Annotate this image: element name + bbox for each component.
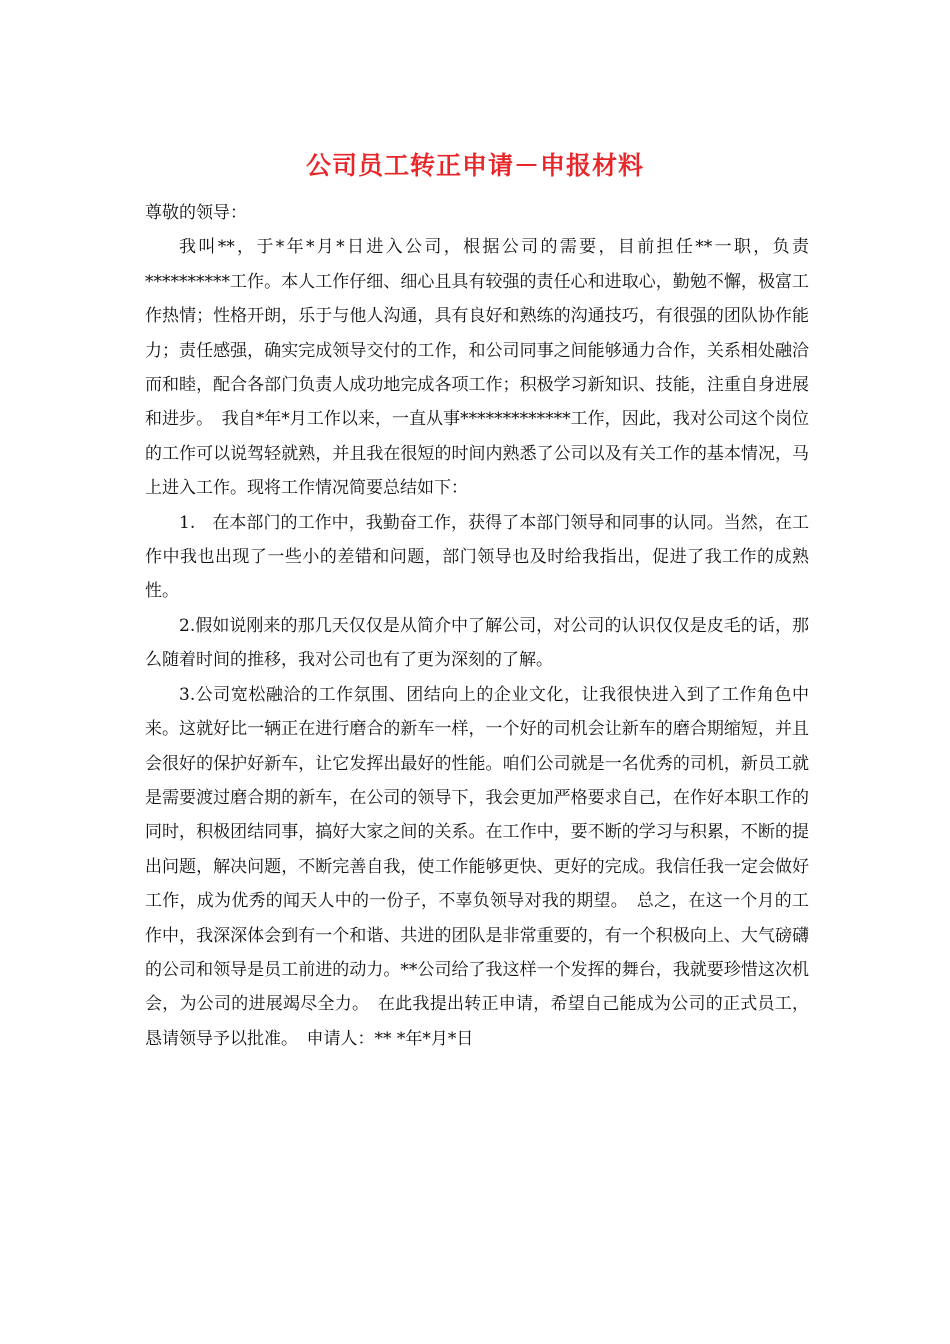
paragraph-point-1: 1. 在本部门的工作中，我勤奋工作，获得了本部门领导和同事的认同。当然，在工作中我也出现了一些小的差错和问题，部门领导也及时给我指出，促进了我工作的成熟性。 — [145, 512, 809, 602]
paragraph-point-2: 2.假如说刚来的那几天仅仅是从简介中了解公司，对公司的认识仅仅是皮毛的话，那么随着时间的推移，我对公司也有了更为深刻的了解。 — [145, 615, 809, 671]
paragraph-intro: 我叫**，于*年*月*日进入公司，根据公司的需要，目前担任**一职，负责**********工作。本人工作仔细、细心且具有较强的责任心和进取心，勤勉不懈，极富工作热情；性格开朗，乐于与他人沟通，具有良好和熟练的沟通技巧，有很强的团队协作能力；责任感强，确实完成领导交付的工作，和公司同事之间能够通力合作，关系相处融洽而和睦，配合各部门负责人成功地完成各项工作；积极学习新知识、技能，注重自身进展和进步。 我自*年*月工作以来，一直从事*************工作，因此，我对公司这个岗位的工作可以说驾轻就熟，并且我在很短的时间内熟悉了公司以及有关工作的基本情况，马上进入工作。现将工作情况简要总结如下： — [145, 237, 809, 499]
document-title: 公司员工转正申请－申报材料 — [305, 151, 644, 180]
paragraph-point-3: 3.公司宽松融洽的工作氛围、团结向上的企业文化，让我很快进入到了工作角色中来。这就好比一辆正在进行磨合的新车一样，一个好的司机会让新车的磨合期缩短，并且会很好的保护好新车，让它发挥出最好的性能。咱们公司就是一名优秀的司机，新员工就是需要渡过磨合期的新车，在公司的领导下，我会更加严格要求自己，在作好本职工作的同时，积极团结同事，搞好大家之间的关系。在工作中，要不断的学习与积累，不断的提出问题，解决问题，不断完善自我，使工作能够更快、更好的完成。我信任我一定会做好工作，成为优秀的闻天人中的一份子，不辜负领导对我的期望。 总之，在这一个月的工作中，我深深体会到有一个和谐、共进的团队是非常重要的，有一个积极向上、大气磅礴的公司和领导是员工前进的动力。**公司给了我这样一个发挥的舞台，我就要珍惜这次机会，为公司的进展竭尽全力。 在此我提出转正申请，希望自己能成为公司的正式员工，恳请领导予以批准。 申请人：** *年*月*日 — [145, 684, 809, 1049]
document-body — [145, 196, 809, 1056]
salutation: 尊敬的领导： — [145, 203, 247, 223]
